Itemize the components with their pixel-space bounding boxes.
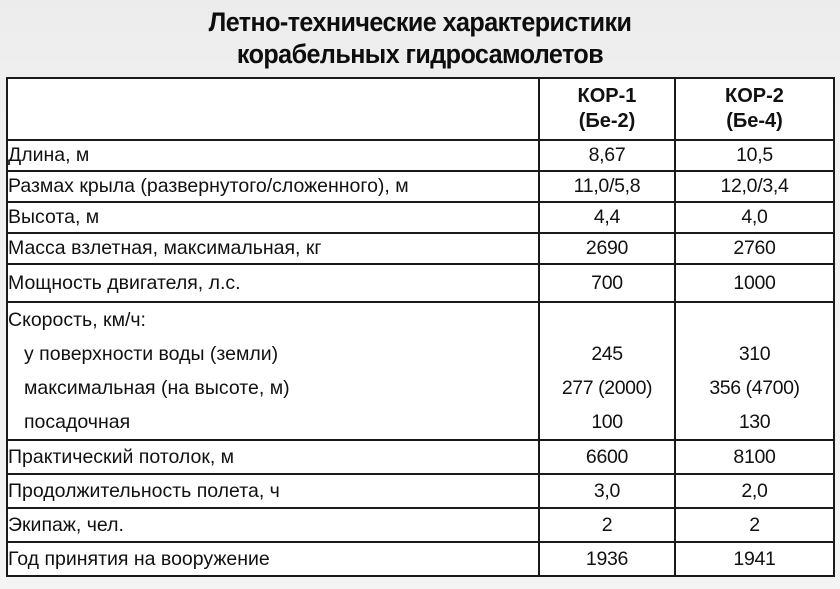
table-row-wingspan [7, 171, 834, 202]
header-kor2-alias: (Бе-4) [726, 110, 783, 132]
row-value-kor1: 8,67 [539, 140, 675, 171]
table-row-speed [7, 302, 834, 440]
speed-value-max-kor2: 356 (4700) [709, 377, 800, 399]
speed-sublabel-surface: у поверхности воды (земли) [24, 343, 279, 365]
title-line-2: корабельных гидросамолетов [236, 39, 604, 69]
speed-value-max-kor1: 277 (2000) [561, 377, 653, 399]
speed-heading: Скорость, км/ч: [8, 309, 146, 331]
row-value-kor2: 2760 [675, 233, 834, 264]
header-kor2-name: КОР-2 [725, 85, 784, 107]
speed-labels [7, 302, 539, 440]
speed-value-surface-kor2: 310 [738, 343, 771, 365]
row-label: Высота, м [7, 202, 539, 233]
row-label: Продолжительность полета, ч [7, 474, 539, 508]
table-row-height [7, 202, 834, 233]
speed-values-kor1 [539, 302, 675, 440]
row-value-kor2: 8100 [675, 440, 834, 474]
row-value-kor2: 2,0 [675, 474, 834, 508]
header-label-cell [7, 78, 539, 140]
speed-spacer [676, 303, 833, 337]
table-row-service-year [7, 542, 834, 576]
speed-value-landing-kor2: 130 [738, 411, 771, 433]
row-label: Длина, м [7, 140, 539, 171]
speed-value-landing-kor1: 100 [591, 411, 623, 433]
header-kor1 [539, 78, 675, 140]
row-label: Год принятия на вооружение [7, 542, 539, 576]
row-label: Масса взлетная, максимальная, кг [7, 233, 539, 264]
specs-table [6, 77, 835, 577]
speed-sublabel-landing: посадочная [24, 411, 131, 433]
table-header-row [7, 78, 834, 140]
row-value-kor1: 4,4 [539, 202, 675, 233]
speed-sublabel-max: максимальная (на высоте, м) [24, 377, 290, 399]
row-label: Практический потолок, м [7, 440, 539, 474]
table-row-ceiling [7, 440, 834, 474]
table-row-length [7, 140, 834, 171]
speed-values-kor2 [675, 302, 834, 440]
header-kor2 [675, 78, 834, 140]
row-value-kor1: 6600 [539, 440, 675, 474]
row-label: Размах крыла (развернутого/сложенного), м [7, 171, 539, 202]
table-row-endurance [7, 474, 834, 508]
row-value-kor1: 11,0/5,8 [539, 171, 675, 202]
row-value-kor2: 10,5 [675, 140, 834, 171]
table-row-takeoff-mass [7, 233, 834, 264]
header-kor1-name: КОР-1 [577, 85, 637, 107]
row-value-kor1: 1936 [539, 542, 675, 576]
table-row-crew [7, 508, 834, 542]
row-label: Мощность двигателя, л.с. [7, 264, 539, 302]
row-label: Экипаж, чел. [7, 508, 539, 542]
row-value-kor1: 2 [539, 508, 675, 542]
row-value-kor2: 4,0 [675, 202, 834, 233]
row-value-kor2: 1941 [675, 542, 834, 576]
row-value-kor2: 2 [675, 508, 834, 542]
table-row-engine-power [7, 264, 834, 302]
row-value-kor1: 700 [539, 264, 675, 302]
row-value-kor2: 12,0/3,4 [675, 171, 834, 202]
title-line-1: Летно-технические характеристики [208, 7, 632, 37]
speed-value-surface-kor1: 245 [591, 343, 623, 365]
page-title [29, 6, 810, 70]
row-value-kor1: 2690 [539, 233, 675, 264]
header-kor1-alias: (Бе-2) [578, 110, 636, 132]
row-value-kor2: 1000 [675, 264, 834, 302]
speed-spacer [540, 303, 674, 337]
row-value-kor1: 3,0 [539, 474, 675, 508]
